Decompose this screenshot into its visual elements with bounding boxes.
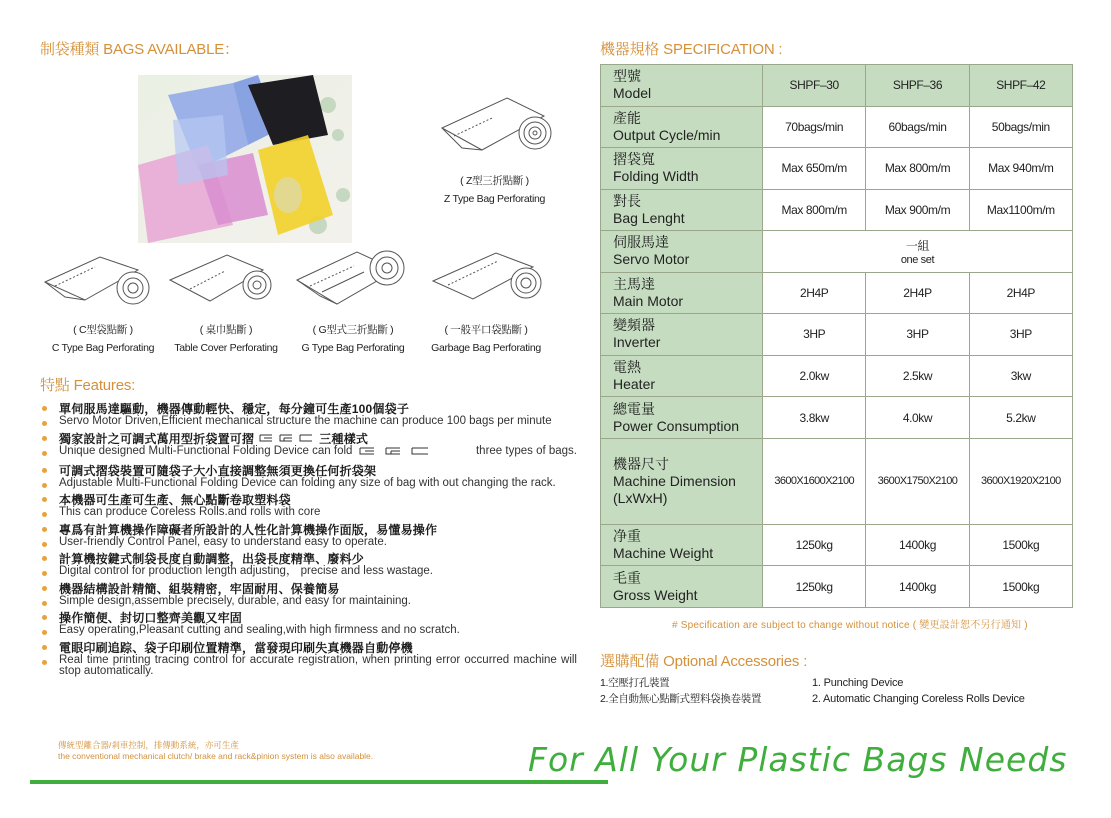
c-type-bag-diagram — [40, 252, 155, 319]
bullet-icon — [42, 645, 47, 650]
footer-bar — [30, 780, 608, 784]
table-cell: 1400kg — [866, 524, 969, 566]
list-item: 1.空壓打孔裝置 — [600, 677, 670, 689]
row-label: 伺服馬達 Servo Motor — [601, 231, 763, 273]
plastic-bags-photo — [138, 75, 352, 243]
table-row — [601, 272, 1073, 314]
table-cell: 2H4P — [763, 272, 866, 314]
feature-item: 本機器可生產可生產、無心點斷卷取塑料袋 This can produce Coreless Rolls.and rolls with core — [42, 493, 577, 519]
table-cell: 2.0kw — [763, 355, 866, 397]
feature-item: 計算機按鍵式制袋長度自動調整，出袋長度精準、廢料少 Digital control for production length adjusting， precise and less wastage. — [42, 552, 577, 578]
feature-item: 可調式摺袋裝置可隨袋子大小直接調整無須更換任何折袋架 Adjustable Multi-Functional Folding Device can folding any size of bag with out changing the rack. — [42, 464, 577, 490]
conventional-note-en: the conventional mechanical clutch/ brake and rack&pinion system is also available. — [58, 751, 374, 761]
bullet-icon — [42, 586, 47, 591]
table-row — [601, 438, 1073, 524]
table-cell: 2H4P — [969, 272, 1072, 314]
row-label: 主馬達 Main Motor — [601, 272, 763, 314]
table-cell: 3HP — [763, 314, 866, 356]
row-label: 净重 Machine Weight — [601, 524, 763, 566]
table-row — [601, 148, 1073, 190]
table-cell: 70bags/min — [763, 106, 866, 148]
table-cell: 1400kg — [866, 566, 969, 608]
bullet-icon — [42, 451, 47, 456]
row-label: 變頻器 Inverter — [601, 314, 763, 356]
bullet-icon — [42, 615, 47, 620]
list-item: 2. Automatic Changing Coreless Rolls Device — [812, 693, 1025, 705]
row-label: 毛重 Gross Weight — [601, 566, 763, 608]
table-row — [601, 314, 1073, 356]
row-label: 電熱 Heater — [601, 355, 763, 397]
conventional-note-zh: 傳統型離合器/剎車控制，排傳動系統，亦可生產 — [58, 740, 239, 750]
table-cell: Max 940m/m — [969, 148, 1072, 190]
table-cell: 1250kg — [763, 524, 866, 566]
feature-item: 專爲有計算機操作障礙者所設計的人性化計算機操作面版，易懂易操作 User-friendly Control Panel, easy to understand easy to operate. — [42, 523, 577, 549]
bullet-icon — [42, 630, 47, 635]
z-type-bag-diagram — [432, 88, 557, 173]
bullet-icon — [42, 421, 47, 426]
table-cell: 5.2kw — [969, 397, 1072, 439]
feature-item: 單伺服馬達驅動，機器傳動輕快、穩定，每分鐘可生產100個袋子 Servo Motor Driven,Efficient mechanical structure the machine can produce 100 bags per minute — [42, 402, 577, 428]
feature-item: 電眼印刷追踪、袋子印刷位置精準，當發現印刷失真機器自動停機 Real time printing tracing control for accurate registration, when printing error occurred machine will stop automatically. — [42, 641, 577, 678]
bullet-icon — [42, 601, 47, 606]
bullet-icon — [42, 542, 47, 547]
table-cell: 2.5kw — [866, 355, 969, 397]
table-cell: Max 650m/m — [763, 148, 866, 190]
bullet-icon — [42, 512, 47, 517]
bullet-icon — [42, 468, 47, 473]
accessories-list-zh — [600, 675, 761, 707]
g-type-caption: ( G型式三折點斷 ) G Type Bag Perforating — [301, 324, 405, 354]
bullet-icon — [42, 497, 47, 502]
row-label: 摺袋寬 Folding Width — [601, 148, 763, 190]
table-cover-diagram — [165, 245, 275, 320]
row-label: 產能 Output Cycle/min — [601, 106, 763, 148]
table-cell: 3600X1750X2100 — [866, 438, 969, 524]
bullet-icon — [42, 436, 47, 441]
fold-shapes-icon — [358, 446, 432, 460]
table-row — [601, 397, 1073, 439]
row-label: 機器尺寸 Machine Dimension (LxWxH) — [601, 438, 763, 524]
table-row — [601, 566, 1073, 608]
table-row — [601, 355, 1073, 397]
table-cell: SHPF–30 — [763, 65, 866, 107]
table-cell: Max 800m/m — [866, 148, 969, 190]
slogan: For All Your Plastic Bags Needs — [528, 740, 1068, 779]
accessories-list-en — [812, 675, 1025, 707]
row-label: 總電量 Power Consumption — [601, 397, 763, 439]
table-cell: 1250kg — [763, 566, 866, 608]
bullet-icon — [42, 660, 47, 665]
table-cell: SHPF–36 — [866, 65, 969, 107]
accessories-heading: 選購配備 Optional Accessories : — [600, 653, 808, 670]
row-label: 對長 Bag Lenght — [601, 189, 763, 231]
table-cell: 1500kg — [969, 524, 1072, 566]
specification-note: # Specification are subject to change without notice ( 變更設計恕不另行通知 ) — [672, 620, 1028, 631]
specification-heading: 機器規格 SPECIFICATION : — [600, 41, 783, 58]
features-list — [42, 402, 577, 682]
features-heading: 特點 Features: — [40, 377, 136, 394]
table-cell: Max 800m/m — [763, 189, 866, 231]
table-row — [601, 524, 1073, 566]
table-cell: 1500kg — [969, 566, 1072, 608]
table-cell: 3kw — [969, 355, 1072, 397]
garbage-bag-diagram — [428, 245, 548, 316]
fold-shapes-icon — [258, 432, 316, 446]
table-cell: 2H4P — [866, 272, 969, 314]
table-cell: Max 900m/m — [866, 189, 969, 231]
list-item: 1. Punching Device — [812, 677, 904, 689]
table-cell: SHPF–42 — [969, 65, 1072, 107]
z-type-caption: ( Z型三折點斷 ) Z Type Bag Perforating — [443, 175, 546, 205]
table-row — [601, 65, 1073, 107]
table-cell: 3HP — [866, 314, 969, 356]
row-label: 型號 Model — [601, 65, 763, 107]
table-cell: 50bags/min — [969, 106, 1072, 148]
bullet-icon — [42, 406, 47, 411]
table-cell: 3HP — [969, 314, 1072, 356]
table-cell: 一組 one set — [763, 231, 1073, 273]
specification-table — [600, 64, 1073, 608]
c-type-caption: ( C型袋點斷 ) C Type Bag Perforating — [51, 324, 155, 354]
table-row — [601, 106, 1073, 148]
list-item: 2.全自動無心點斷式塑料袋換卷裝置 — [600, 693, 762, 705]
bullet-icon — [42, 483, 47, 488]
feature-item: 機器結構設計精簡、組裝精密，牢固耐用、保養簡易 Simple design,assemble precisely, durable, and easy for maintaining. — [42, 582, 577, 608]
table-cell: 3600X1600X2100 — [763, 438, 866, 524]
table-cover-caption: ( 桌巾點斷 ) Table Cover Perforating — [174, 324, 278, 354]
table-cell: 4.0kw — [866, 397, 969, 439]
table-cell: 60bags/min — [866, 106, 969, 148]
bullet-icon — [42, 556, 47, 561]
table-cell: Max1100m/m — [969, 189, 1072, 231]
feature-item: 操作簡便、封切口整齊美觀又牢固 Easy operating,Pleasant cutting and sealing,with high firmness and no scratch. — [42, 611, 577, 637]
table-cell: 3.8kw — [763, 397, 866, 439]
garbage-bag-caption: ( 一般平口袋點斷 ) Garbage Bag Perforating — [431, 324, 541, 354]
bullet-icon — [42, 527, 47, 532]
bullet-icon — [42, 571, 47, 576]
feature-item: 獨家設計之可調式萬用型折袋置可摺 三種樣式 Unique designed Multi-Functional Folding Device can fold three types of bags. — [42, 432, 577, 460]
table-row — [601, 231, 1073, 273]
g-type-bag-diagram — [292, 240, 410, 320]
bags-available-heading: 制袋種類 BAGS AVAILABLE： — [40, 41, 239, 58]
table-cell: 3600X1920X2100 — [969, 438, 1072, 524]
table-row — [601, 189, 1073, 231]
